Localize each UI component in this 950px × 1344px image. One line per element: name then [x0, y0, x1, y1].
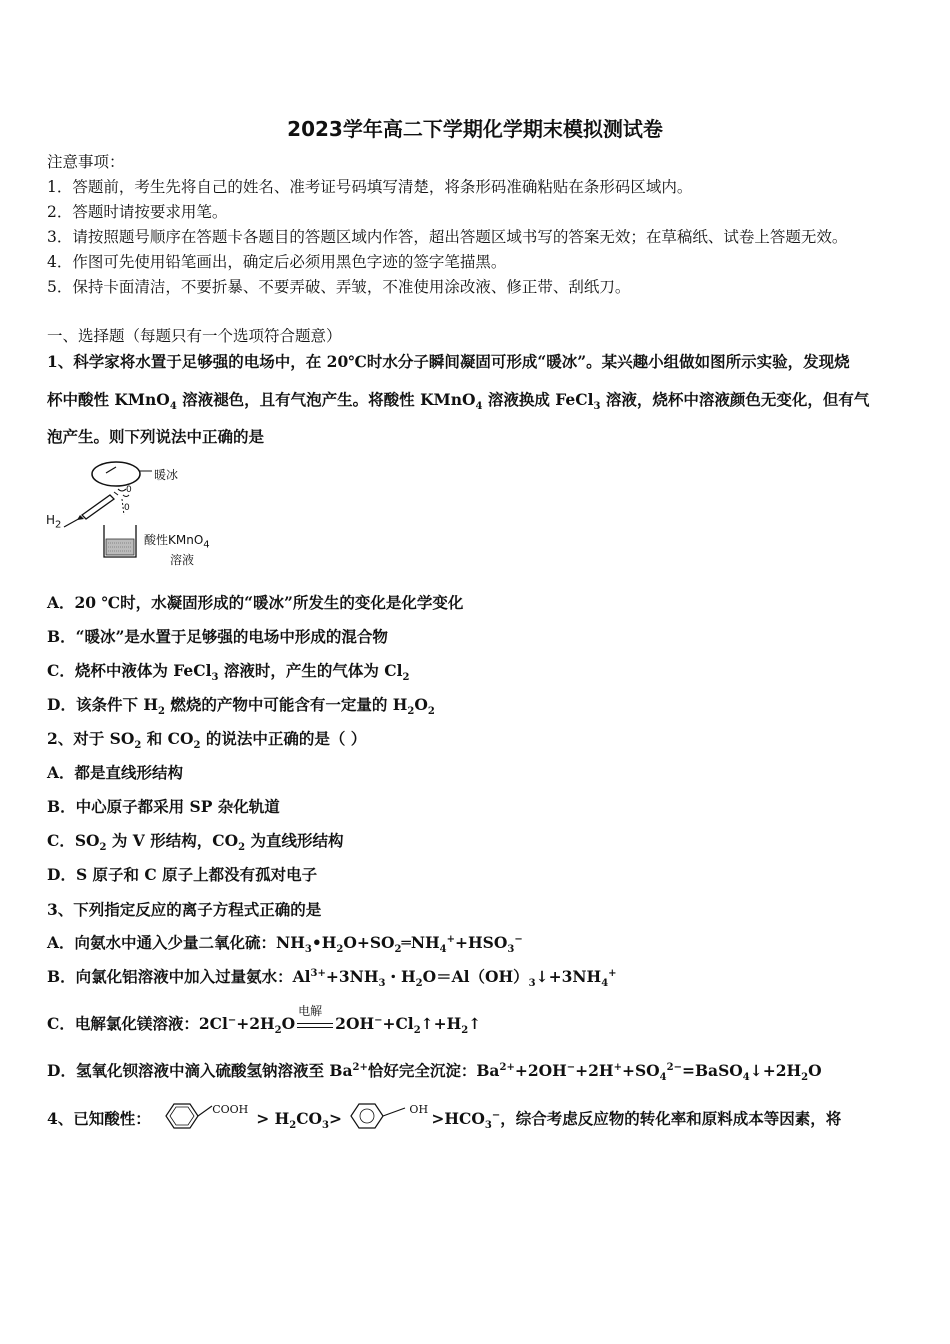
q4-stem: 4、已知酸性： COOH > $H_2CO_3>$ OH $>HCO_3^-$，综合考虑反应物的转化率和原料成本等因素，将	[47, 1108, 841, 1132]
page-title: 2023学年高二下学期化学期末模拟测试卷	[287, 117, 663, 141]
q1-stem-line1: 1、科学家将水置于足够强的电场中，在 20℃时水分子瞬间凝固可形成“暖冰”。某兴趣小组做如图所示实验，发现烧	[47, 352, 850, 371]
h2-label: $H_2$	[46, 513, 62, 531]
notice-item: 3．请按照题号顺序在答题卡各题目的答题区域内作答，超出答题区域书写的答案无效；在草稿纸、试卷上答题无效。	[47, 228, 848, 246]
phenol-structure	[347, 1103, 431, 1132]
apparatus-figure	[44, 455, 244, 570]
q3-stem: 3、下列指定反应的离子方程式正确的是	[47, 900, 322, 919]
acid-kmno4-label: 酸性KMnO$_4$	[144, 533, 210, 551]
notice-item: 5．保持卡面清洁，不要折暴、不要弄破、弄皱，不准使用涂改液、修正带、刮纸刀。	[47, 278, 631, 296]
electrolysis-condition: 电解	[298, 1004, 323, 1018]
q2-option-a: A．都是直线形结构	[47, 763, 184, 782]
notice-item: 2．答题时请按要求用笔。	[47, 203, 228, 221]
q1-stem-line3: 泡产生。则下列说法中正确的是	[47, 427, 265, 446]
electrolysis-arrow	[295, 1004, 335, 1034]
q3-option-d: D．氢氧化钡溶液中滴入硫酸氢钠溶液至 $Ba^{2+}$恰好完全沉淀：$Ba^{2+}+2OH^-+2H^++SO_4^{2-}=BaSO_4↓+2H_2O$	[47, 1061, 822, 1084]
benzene-ring-icon	[347, 1102, 407, 1130]
warm-ice-label: 暖冰	[154, 468, 179, 482]
apparatus-drawing	[44, 455, 244, 570]
oh-label: OH	[409, 1103, 429, 1116]
notice-heading: 注意事项：	[47, 153, 125, 171]
q2-option-c: C．$SO_2$ 为 V 形结构，$CO_2$ 为直线形结构	[47, 831, 344, 854]
notice-item: 1．答题前，考生先将自己的姓名、准考证号码填写清楚，将条形码准确粘贴在条形码区域内。	[47, 178, 693, 196]
benzoic-acid-structure	[156, 1103, 256, 1132]
q2-option-d: D．S 原子和 C 原子上都没有孤对电子	[47, 865, 318, 884]
solution-label: 溶液	[170, 553, 195, 567]
q3-option-a: A．向氨水中通入少量二氧化硫：$NH_3•H_2O+SO_2═NH_4^++HSO_3^-$	[47, 933, 523, 956]
q3-option-b: B．向氯化铝溶液中加入过量氨水：$Al^{3+}+3NH_3$・$H_2O=Al(OH)_3↓+3NH_4^+$	[47, 967, 617, 990]
notice-item: 4．作图可先使用铅笔画出，确定后必须用黑色字迹的签字笔描黑。	[47, 253, 507, 271]
q2-option-b: B．中心原子都采用 SP 杂化轨道	[47, 797, 280, 816]
cooh-label: COOH	[212, 1103, 249, 1116]
bubble-label: 0	[126, 485, 132, 495]
q1-option-a: A．20 ℃时，水凝固形成的“暖冰”所发生的变化是化学变化	[47, 593, 464, 612]
bubble-label: 0	[124, 503, 130, 513]
q1-option-d: D．该条件下 $H_2$ 燃烧的产物中可能含有一定量的 $H_2O_2$	[47, 695, 435, 718]
q1-option-b: B．“暖冰”是水置于足够强的电场中形成的混合物	[47, 627, 388, 646]
q1-option-c: C．烧杯中液体为 FeCl$_3$ 溶液时，产生的气体为 $Cl_2$	[47, 661, 410, 684]
section-heading: 一、选择题（每题只有一个选项符合题意）	[47, 327, 342, 345]
q2-stem: 2、对于 $SO_2$ 和 $CO_2$ 的说法中正确的是（ ）	[47, 729, 367, 752]
q3-option-c: C．电解氯化镁溶液：$2Cl^-+2H_2O$ 电解 $2OH^-+Cl_2↑+H_2↑$	[47, 1014, 481, 1034]
q1-stem-line2: 杯中酸性 KMnO$_4$ 溶液褪色，且有气泡产生。将酸性 KMnO$_4$ 溶液换成 FeCl$_3$ 溶液，烧杯中溶液颜色无变化，但有气	[47, 390, 870, 413]
benzene-ring-icon	[156, 1102, 216, 1130]
